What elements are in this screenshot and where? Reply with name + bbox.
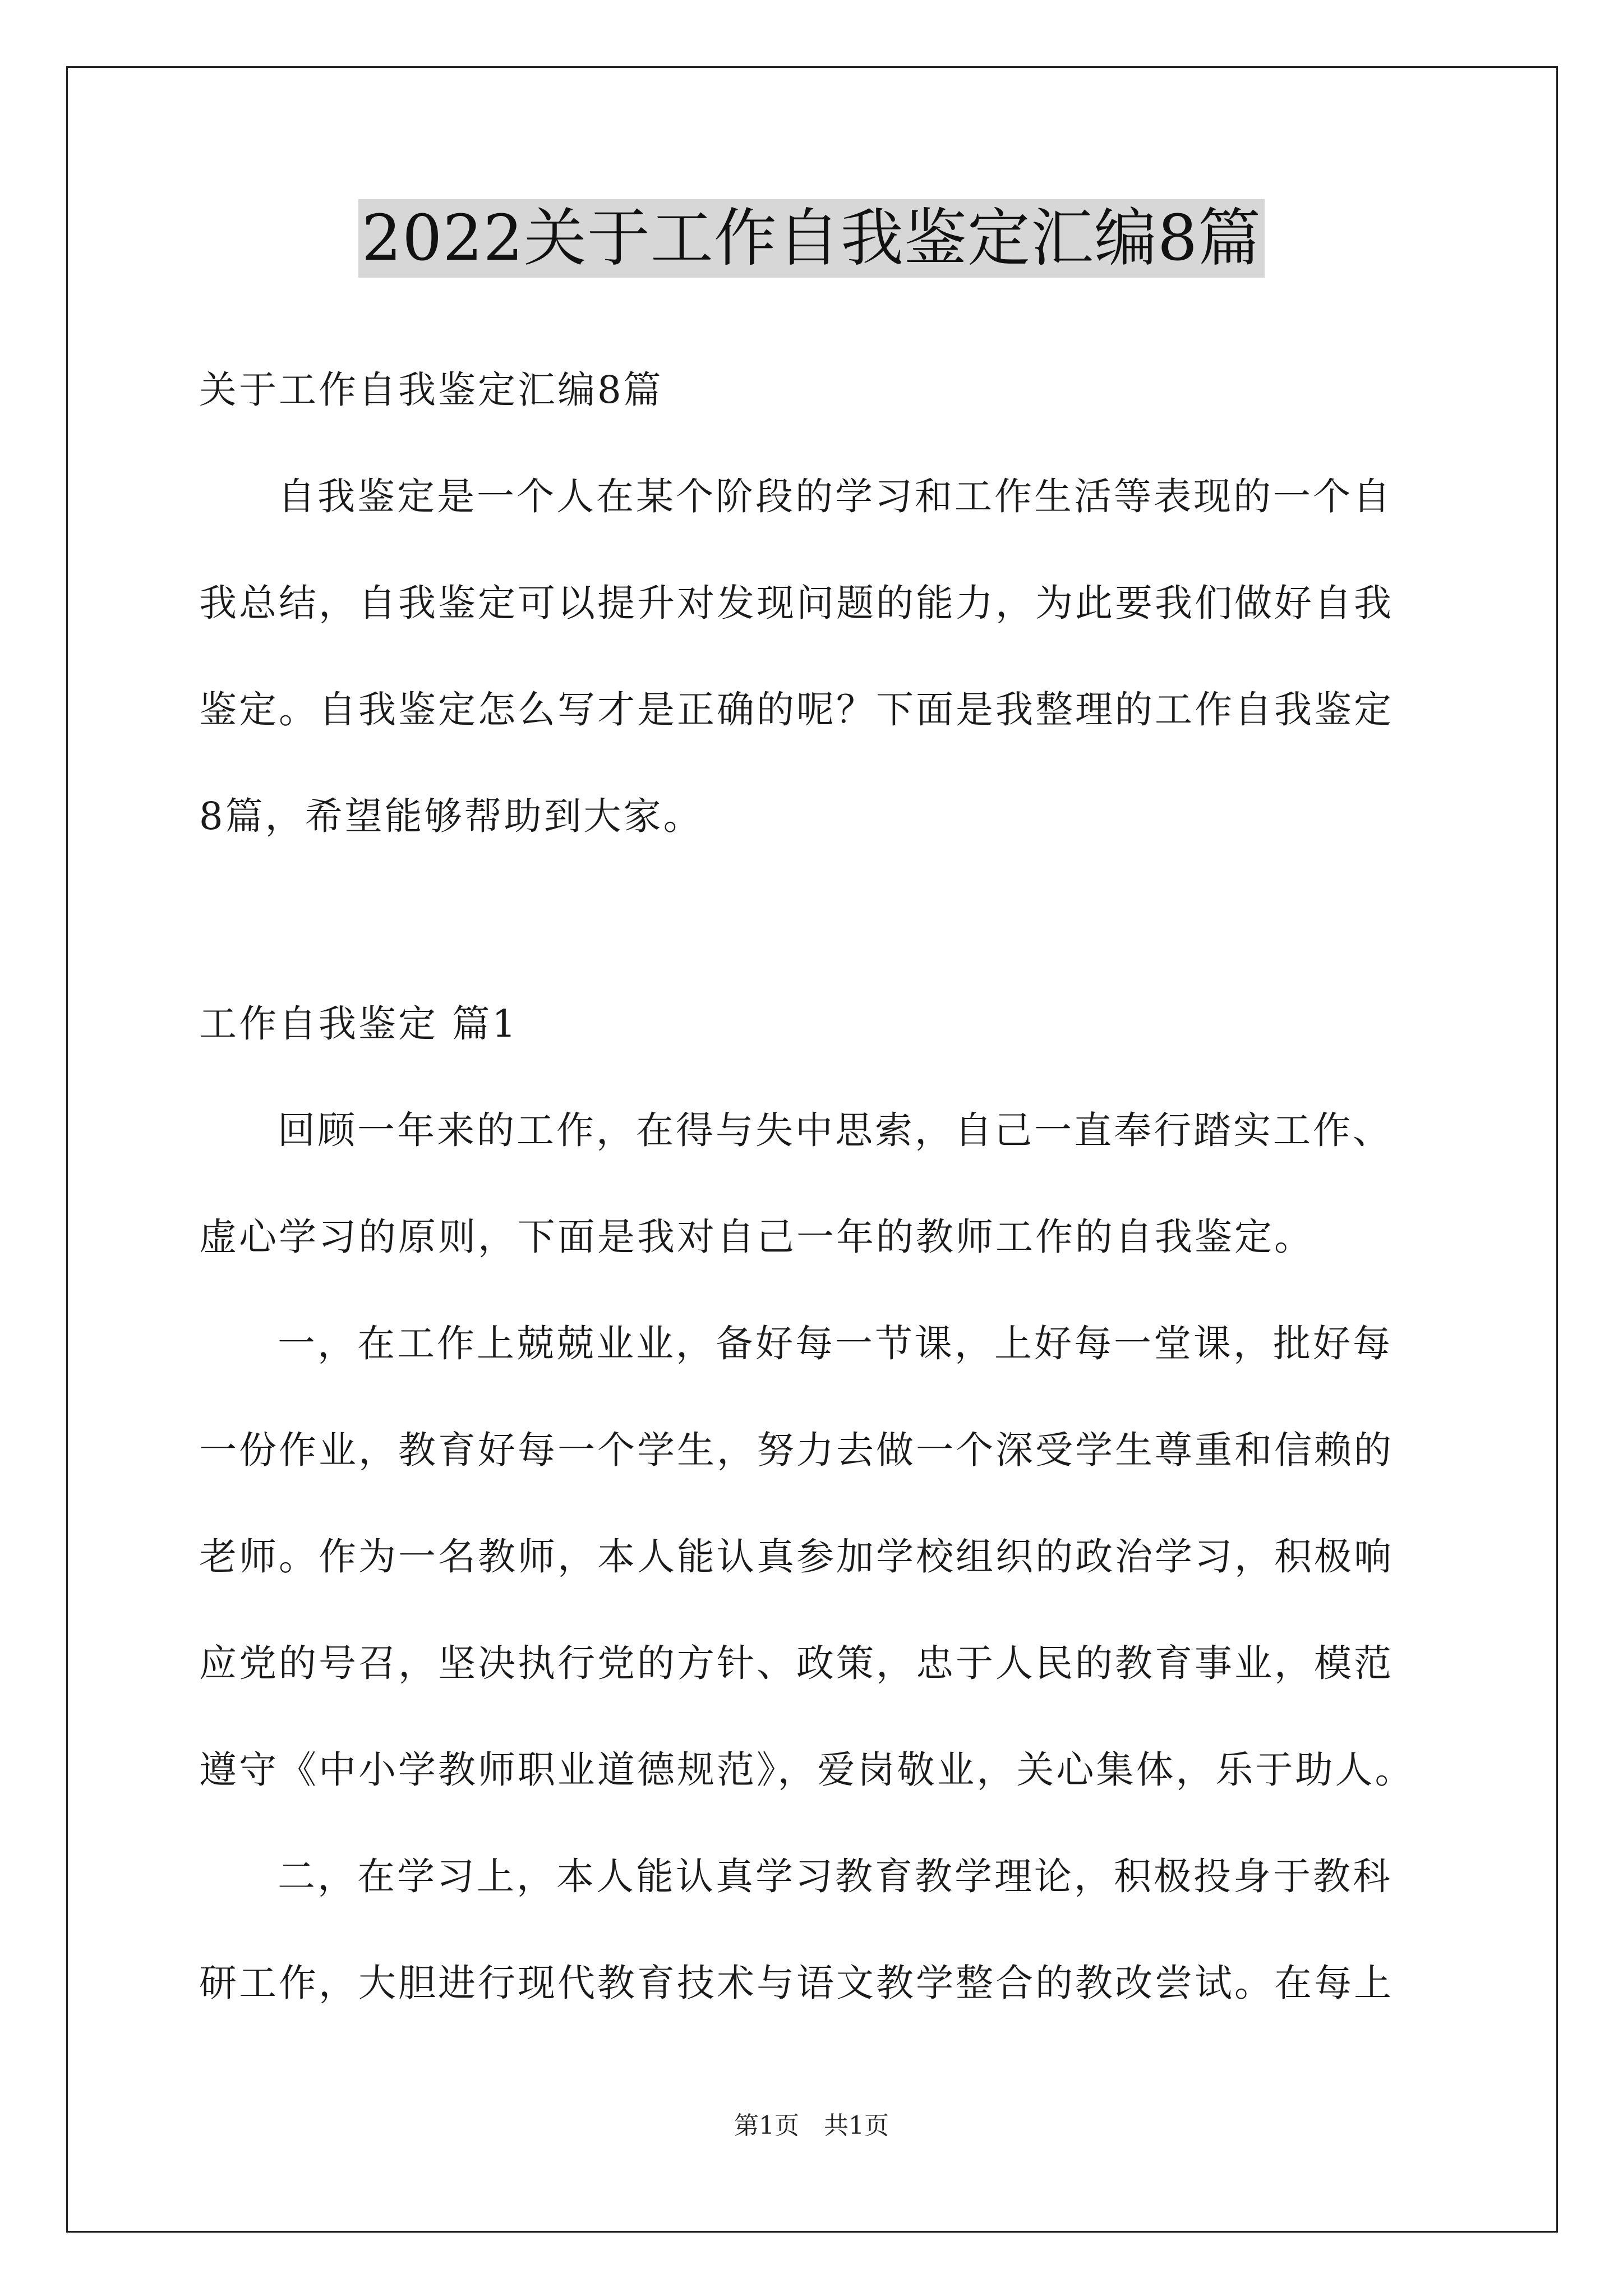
document-title: 2022关于工作自我鉴定汇编8篇 [358,199,1265,278]
section-paragraph-line: 一，在工作上兢兢业业，备好每一节课，上好每一堂课，批好每 [278,1322,1393,1365]
paragraph-gap [199,869,1427,970]
section-paragraph-line: 老师。作为一名教师，本人能认真参加学校组织的政治学习，积极响 [199,1535,1394,1579]
page-footer [0,2109,1623,2143]
section-paragraph-line: 研工作，大胆进行现代教育技术与语文教学整合的教改尝试。在每上 [199,1961,1394,2005]
section-paragraph-line: 遵守《中小学教师职业道德规范》，爱岗敬业，关心集体，乐于助人。 [199,1748,1415,1792]
intro-paragraph-line: 我总结，自我鉴定可以提升对发现问题的能力，为此要我们做好自我 [199,581,1394,625]
section-paragraph-line: 虚心学习的原则，下面是我对自己一年的教师工作的自我鉴定。 [199,1215,1314,1259]
section-paragraph-line: 二，在学习上，本人能认真学习教育教学理论，积极投身于教科 [278,1855,1393,1898]
section-paragraph-line: 应党的号召，坚决执行党的方针、政策，忠于人民的教育事业，模范 [199,1641,1394,1685]
intro-paragraph-line: 鉴定。自我鉴定怎么写才是正确的呢？下面是我整理的工作自我鉴定 [199,688,1394,731]
page-number: 第1页 共1页 [734,2111,889,2140]
title-container [0,199,1623,278]
document-body [199,337,1427,2036]
section-paragraph-line: 回顾一年来的工作，在得与失中思索，自己一直奉行踏实工作、 [278,1108,1393,1152]
intro-paragraph-line: 8篇，希望能够帮助到大家。 [199,794,703,838]
section-heading: 工作自我鉴定 篇1 [199,1002,518,1046]
document-subtitle: 关于工作自我鉴定汇编8篇 [199,368,663,412]
intro-paragraph-line: 自我鉴定是一个人在某个阶段的学习和工作生活等表现的一个自 [278,475,1393,518]
section-paragraph-line: 一份作业，教育好每一个学生，努力去做一个深受学生尊重和信赖的 [199,1428,1394,1472]
